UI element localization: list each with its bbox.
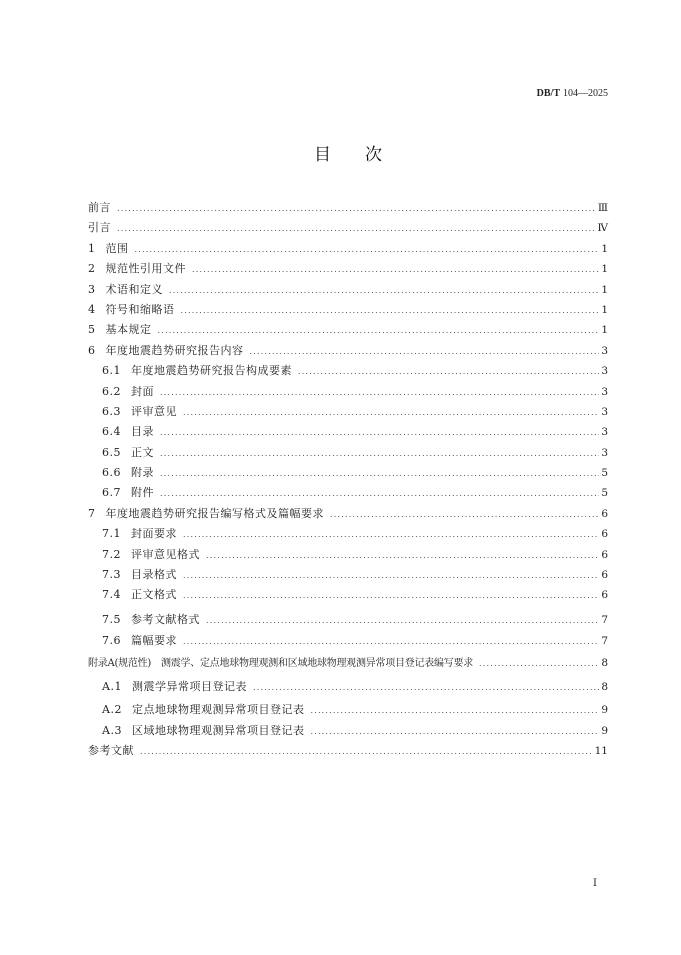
dot-leader xyxy=(160,423,599,443)
toc-entry-page: 6 xyxy=(601,528,608,541)
toc-entry[interactable] xyxy=(88,443,608,463)
toc-entry-page: 3 xyxy=(601,365,608,378)
toc-entry[interactable] xyxy=(88,504,608,524)
toc-entry-title: 封面要求 xyxy=(131,527,177,541)
toc-entry[interactable] xyxy=(88,198,608,218)
dot-leader xyxy=(140,742,593,762)
toc-entry[interactable] xyxy=(88,677,608,697)
toc-entry[interactable] xyxy=(88,565,608,585)
dot-leader xyxy=(117,219,596,239)
toc-entry-number: A.3 xyxy=(102,723,122,737)
toc-entry[interactable] xyxy=(88,585,608,605)
toc-entry[interactable] xyxy=(88,361,608,381)
dot-leader xyxy=(160,444,599,464)
toc-entry-page: 7 xyxy=(601,614,608,627)
toc-entry-number: 7.3 xyxy=(102,568,121,582)
toc-entry-number: 附录A(规范性) xyxy=(88,657,152,669)
toc-entry[interactable] xyxy=(88,631,608,651)
toc-entry[interactable] xyxy=(88,422,608,442)
document-code xyxy=(537,87,608,101)
dot-leader xyxy=(160,484,599,504)
toc-entry-title: 正文格式 xyxy=(131,588,177,602)
toc-entry-title: 篇幅要求 xyxy=(131,633,177,647)
toc-entry-number: 6 xyxy=(88,343,96,357)
toc-entry-page: 3 xyxy=(601,426,608,439)
toc-entry-page: 1 xyxy=(601,324,608,337)
dot-leader xyxy=(298,362,599,382)
dot-leader xyxy=(183,525,599,545)
toc-entry-number: 3 xyxy=(88,282,96,296)
toc-entry-title: 前言 xyxy=(88,201,111,214)
toc-entry[interactable] xyxy=(88,382,608,402)
toc-entry-page: 6 xyxy=(601,548,608,561)
dot-leader xyxy=(206,611,599,631)
dot-leader xyxy=(183,403,599,423)
dot-leader xyxy=(253,678,599,698)
document-code-prefix: DB/T xyxy=(536,88,560,99)
toc-entry-page: 3 xyxy=(601,385,608,398)
toc-entry-number: 7.2 xyxy=(102,547,121,561)
toc-entry-title: 定点地球物理观测异常项目登记表 xyxy=(131,703,305,717)
toc-entry-title: 年度地震趋势研究报告编写格式及篇幅要求 xyxy=(105,506,324,520)
toc-entry-title: 附件 xyxy=(131,486,154,500)
dot-leader xyxy=(479,654,599,674)
dot-leader xyxy=(310,701,599,721)
toc-entry-number: 7.5 xyxy=(102,613,121,627)
toc-entry-page: 7 xyxy=(601,634,608,647)
toc-entry-page: 11 xyxy=(594,745,608,758)
toc-entry-number: A.1 xyxy=(102,680,122,694)
document-code-number: 104—2025 xyxy=(563,88,608,99)
page-title: 目 次 xyxy=(314,145,382,165)
toc-entry-page: 5 xyxy=(601,487,608,500)
toc-entry-page: 8 xyxy=(601,656,608,669)
toc-entry[interactable] xyxy=(88,721,608,741)
toc-entry-title: 范围 xyxy=(105,241,129,255)
toc-entry-page: 3 xyxy=(601,405,608,418)
toc-entry-number: 7 xyxy=(88,506,96,520)
toc-entry-title: 正文 xyxy=(131,445,154,459)
toc-entry-number: 6.3 xyxy=(102,404,121,418)
toc-entry-page: 3 xyxy=(601,344,608,357)
dot-leader xyxy=(183,566,599,586)
toc-entry-title: 基本规定 xyxy=(105,323,152,337)
toc-entry[interactable] xyxy=(88,700,608,720)
toc-entry-number: 6.2 xyxy=(102,384,121,398)
toc-entry[interactable] xyxy=(88,545,608,565)
toc-entry-number: 6.1 xyxy=(102,364,121,378)
table-of-contents xyxy=(88,198,608,762)
dot-leader xyxy=(250,342,600,362)
toc-entry-number: 5 xyxy=(88,323,96,337)
toc-entry[interactable] xyxy=(88,610,608,630)
dot-leader xyxy=(183,586,599,606)
toc-entry-number: 1 xyxy=(88,241,96,255)
dot-leader xyxy=(330,505,599,525)
toc-entry[interactable] xyxy=(88,300,608,320)
toc-entry-title: 参考文献 xyxy=(88,744,134,758)
dot-leader xyxy=(192,260,599,280)
toc-entry-page: 8 xyxy=(601,681,608,694)
dot-leader xyxy=(169,281,599,301)
toc-entry[interactable] xyxy=(88,402,608,422)
toc-entry[interactable] xyxy=(88,653,608,673)
toc-entry[interactable] xyxy=(88,524,608,544)
toc-entry-page: 1 xyxy=(601,263,608,276)
dot-leader xyxy=(117,199,596,219)
toc-entry-page: 3 xyxy=(601,446,608,459)
toc-entry[interactable] xyxy=(88,259,608,279)
toc-entry-title: 规范性引用文件 xyxy=(105,262,186,276)
page-number: Ⅰ xyxy=(593,878,597,889)
toc-entry-title: 参考文献格式 xyxy=(131,613,200,627)
toc-entry-page: Ⅲ xyxy=(597,202,608,214)
toc-entry-title: 附录 xyxy=(131,466,154,480)
toc-entry[interactable] xyxy=(88,239,608,259)
toc-entry[interactable] xyxy=(88,483,608,503)
toc-entry-title: 年度地震趋势研究报告内容 xyxy=(105,343,244,357)
toc-entry-number: 7.4 xyxy=(102,588,121,602)
toc-entry-number: 2 xyxy=(88,262,96,276)
toc-entry[interactable] xyxy=(88,218,608,238)
toc-entry-number: A.2 xyxy=(102,703,122,717)
toc-entry-title: 符号和缩略语 xyxy=(105,302,175,316)
toc-entry-title: 评审意见格式 xyxy=(131,547,200,561)
toc-entry-page: 6 xyxy=(601,507,608,520)
toc-entry-number: 6.4 xyxy=(102,425,121,439)
toc-entry-title: 测震学异常项目登记表 xyxy=(131,680,247,694)
dot-leader xyxy=(310,722,599,742)
toc-entry[interactable] xyxy=(88,341,608,361)
toc-entry-page: 5 xyxy=(601,467,608,480)
dot-leader xyxy=(158,321,600,341)
dot-leader xyxy=(135,240,600,260)
toc-entry-number: 4 xyxy=(88,302,96,316)
toc-entry-page: 9 xyxy=(601,704,608,717)
toc-entry-page: Ⅳ xyxy=(597,222,608,235)
toc-entry-title: 评审意见 xyxy=(131,404,177,418)
toc-entry-title: 目录格式 xyxy=(131,568,177,582)
toc-entry-page: 6 xyxy=(601,589,608,602)
toc-entry-title: 测震学、定点地球物理观测和区域地球物理观测异常项目登记表编写要求 xyxy=(161,657,474,669)
toc-entry[interactable] xyxy=(88,320,608,340)
toc-entry-number: 6.5 xyxy=(102,445,121,459)
toc-entry-page: 1 xyxy=(601,242,608,255)
toc-entry-title: 年度地震趋势研究报告构成要素 xyxy=(131,364,292,378)
toc-entry-title: 术语和定义 xyxy=(105,282,163,296)
dot-leader xyxy=(206,546,599,566)
dot-leader xyxy=(160,464,599,484)
dot-leader xyxy=(181,301,600,321)
toc-entry-number: 6.7 xyxy=(102,486,121,500)
toc-entry-page: 1 xyxy=(601,303,608,316)
toc-entry[interactable] xyxy=(88,280,608,300)
toc-entry-title: 区域地球物理观测异常项目登记表 xyxy=(131,723,305,737)
toc-entry-title: 引言 xyxy=(88,221,111,235)
dot-leader xyxy=(160,383,599,403)
toc-entry[interactable] xyxy=(88,741,608,761)
dot-leader xyxy=(183,632,599,652)
toc-entry-number: 7.1 xyxy=(102,527,121,541)
toc-entry[interactable] xyxy=(88,463,608,483)
toc-entry-page: 1 xyxy=(601,283,608,296)
toc-entry-page: 6 xyxy=(601,569,608,582)
toc-entry-number: 7.6 xyxy=(102,633,121,647)
toc-entry-page: 9 xyxy=(601,724,608,737)
toc-entry-title: 目录 xyxy=(131,425,154,439)
toc-entry-number: 6.6 xyxy=(102,466,121,480)
toc-entry-title: 封面 xyxy=(131,384,154,398)
